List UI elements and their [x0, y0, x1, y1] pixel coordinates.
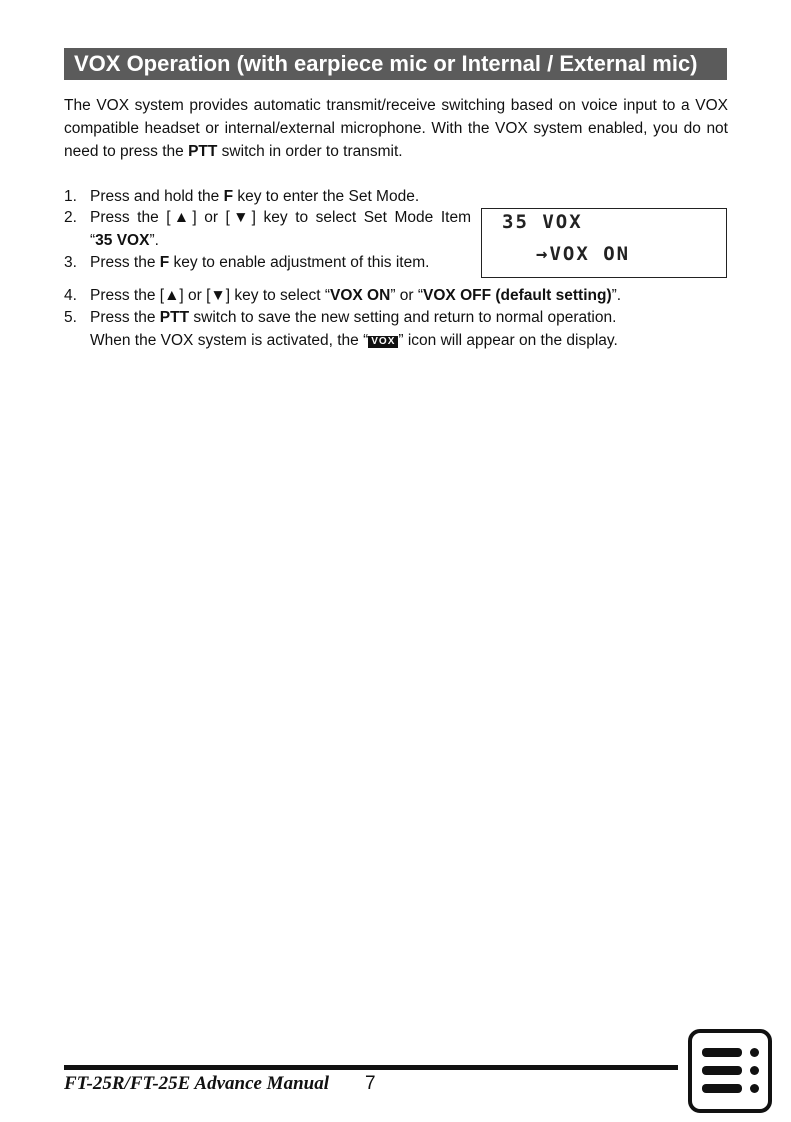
- lcd-menu-line: 35 VOX: [502, 211, 583, 233]
- menu-bar-icon: [702, 1066, 742, 1075]
- lcd-value-line: →VOX ON: [536, 243, 631, 265]
- menu-bar-icon: [702, 1048, 742, 1057]
- section-title: VOX Operation (with earpiece mic or Internal / External mic): [64, 48, 727, 80]
- step-5: 5. Press the PTT switch to save the new setting and return to normal operation.: [64, 307, 616, 329]
- menu-bar-icon: [702, 1084, 742, 1093]
- step-1: 1. Press and hold the F key to enter the Set Mode.: [64, 186, 419, 208]
- vox-on-option: VOX ON: [330, 287, 391, 304]
- vox-display-icon: VOX: [368, 336, 398, 348]
- manual-title: FT-25R/FT-25E Advance Manual: [64, 1073, 329, 1094]
- footer-rule: [64, 1065, 678, 1070]
- menu-dot-icon: [750, 1084, 759, 1093]
- f-key-label: F: [159, 254, 170, 271]
- page-number: 7: [365, 1073, 376, 1094]
- vox-off-option: VOX OFF (default setting): [423, 287, 612, 304]
- intro-line-2: VOX compatible headset or internal/external microphone. With the VOX system enabled,: [64, 97, 729, 137]
- menu-item-35-vox: 35 VOX: [95, 232, 150, 249]
- intro-line-1: The VOX system provides automatic transmit/receive switching based on voice input to a: [64, 97, 690, 114]
- menu-dot-icon: [750, 1066, 759, 1075]
- step-1-number: 1.: [64, 188, 77, 205]
- step-5-number: 5.: [64, 309, 77, 326]
- step-4-number: 4.: [64, 287, 77, 304]
- intro-ptt-bold: PTT: [188, 143, 218, 160]
- step-2-continuation: “35 VOX”.: [90, 232, 159, 249]
- menu-icon-button[interactable]: [688, 1029, 772, 1113]
- step-2-number: 2.: [64, 209, 77, 226]
- ptt-label: PTT: [159, 309, 190, 326]
- menu-dot-icon: [750, 1048, 759, 1057]
- step-3-number: 3.: [64, 254, 77, 271]
- step-5-continuation: When the VOX system is activated, the “ VOX ” icon will appear on the display.: [90, 332, 618, 349]
- step-3: 3. Press the F key to enable adjustment of this item.: [64, 252, 429, 274]
- intro-line-3-pre: you do not need to press the: [64, 120, 728, 160]
- step-4: 4. Press the [▲] or [▼] key to select “VOX ON” or “VOX OFF (default setting)”.: [64, 285, 621, 307]
- intro-paragraph: [64, 94, 728, 163]
- intro-line-3-post: switch in order to transmit.: [217, 143, 403, 160]
- step-2: 2. Press the [▲] or [▼] key to select Set Mode Item: [64, 207, 471, 229]
- f-key-label: F: [223, 188, 234, 205]
- lcd-display: [481, 208, 727, 278]
